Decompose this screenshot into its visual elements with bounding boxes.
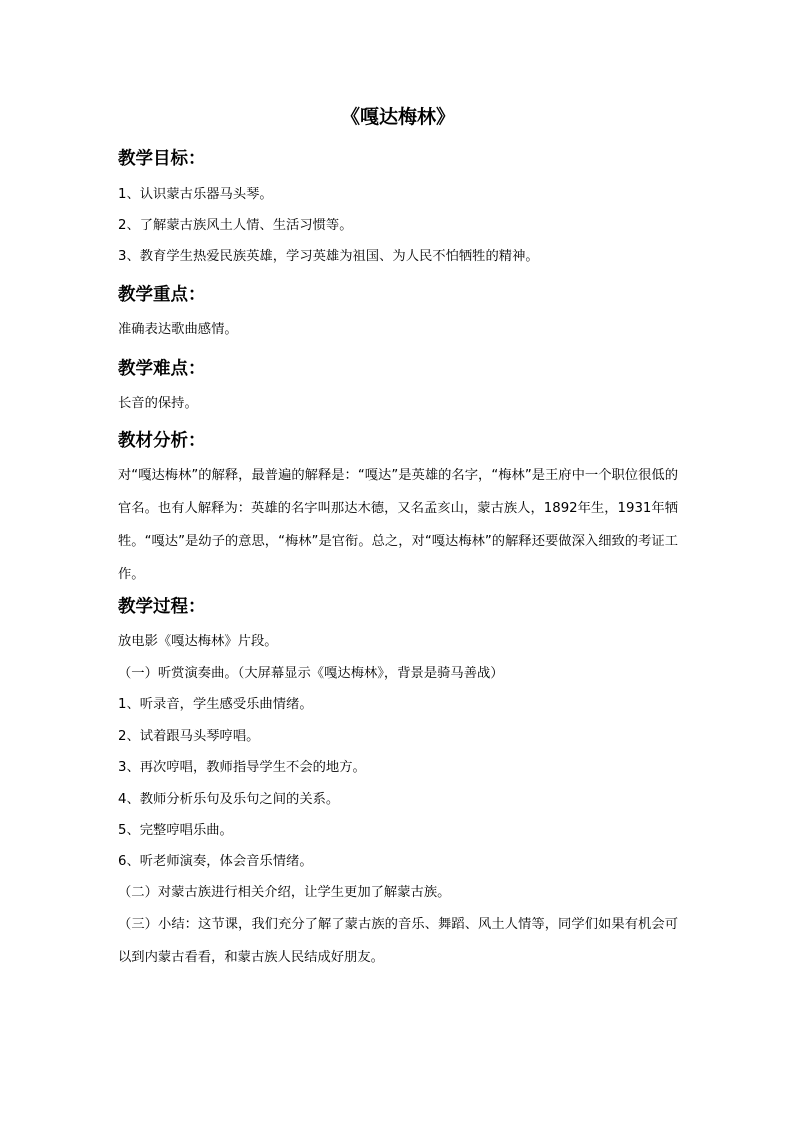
process-section-2: （二）对蒙古族进行相关介绍，让学生更加了解蒙古族。 [118,885,451,900]
process-section-3: （三）小结：这节课，我们充分了解了蒙古族的音乐、舞蹈、风土人情等，同学们如果有机会可以到内蒙古看看，和蒙古族人民结成好朋友。 [118,917,678,965]
objective-item: 1、认识蒙古乐器马头琴。 [118,187,273,202]
process-intro: 放电影《嘎达梅林》片段。 [118,634,278,649]
document-title: 《嘎达梅林》 [340,106,455,128]
process-step: 6、听老师演奏，体会音乐情绪。 [118,854,313,869]
objective-item: 3、教育学生热爱民族英雄，学习英雄为祖国、为人民不怕牺牲的精神。 [118,249,539,264]
process-step: 5、完整哼唱乐曲。 [118,823,233,838]
key-points-text: 准确表达歌曲感情。 [118,322,238,337]
process-step: 2、试着跟马头琴哼唱。 [118,729,260,744]
key-points-heading: 教学重点： [118,285,206,305]
objective-item: 2、了解蒙古族风土人情、生活习惯等。 [118,218,353,233]
analysis-heading: 教材分析： [118,431,206,451]
process-step: 3、再次哼唱，教师指导学生不会的地方。 [118,760,366,775]
difficulties-text: 长音的保持。 [118,396,198,411]
objectives-heading: 教学目标： [118,149,206,169]
process-step: 4、教师分析乐句及乐句之间的关系。 [118,792,340,807]
process-heading: 教学过程： [118,597,206,617]
difficulties-heading: 教学难点： [118,359,206,379]
process-step: 1、听录音，学生感受乐曲情绪。 [118,697,313,712]
analysis-paragraph: 对“嘎达梅林”的解释，最普遍的解释是：“嘎达”是英雄的名字，“梅林”是王府中一个职位很低的官名。也有人解释为：英雄的名字叫那达木德，又名孟亥山，蒙古族人，1892年生，1931年牺牲。“嘎达”是幼子的意思，“梅林”是官衔。总之，对“嘎达梅林”的解释还要做深入细致的考证工作。 [118,468,678,582]
process-section-1: （一）听赏演奏曲。（大屏幕显示《嘎达梅林》，背景是骑马善战） [118,666,504,681]
